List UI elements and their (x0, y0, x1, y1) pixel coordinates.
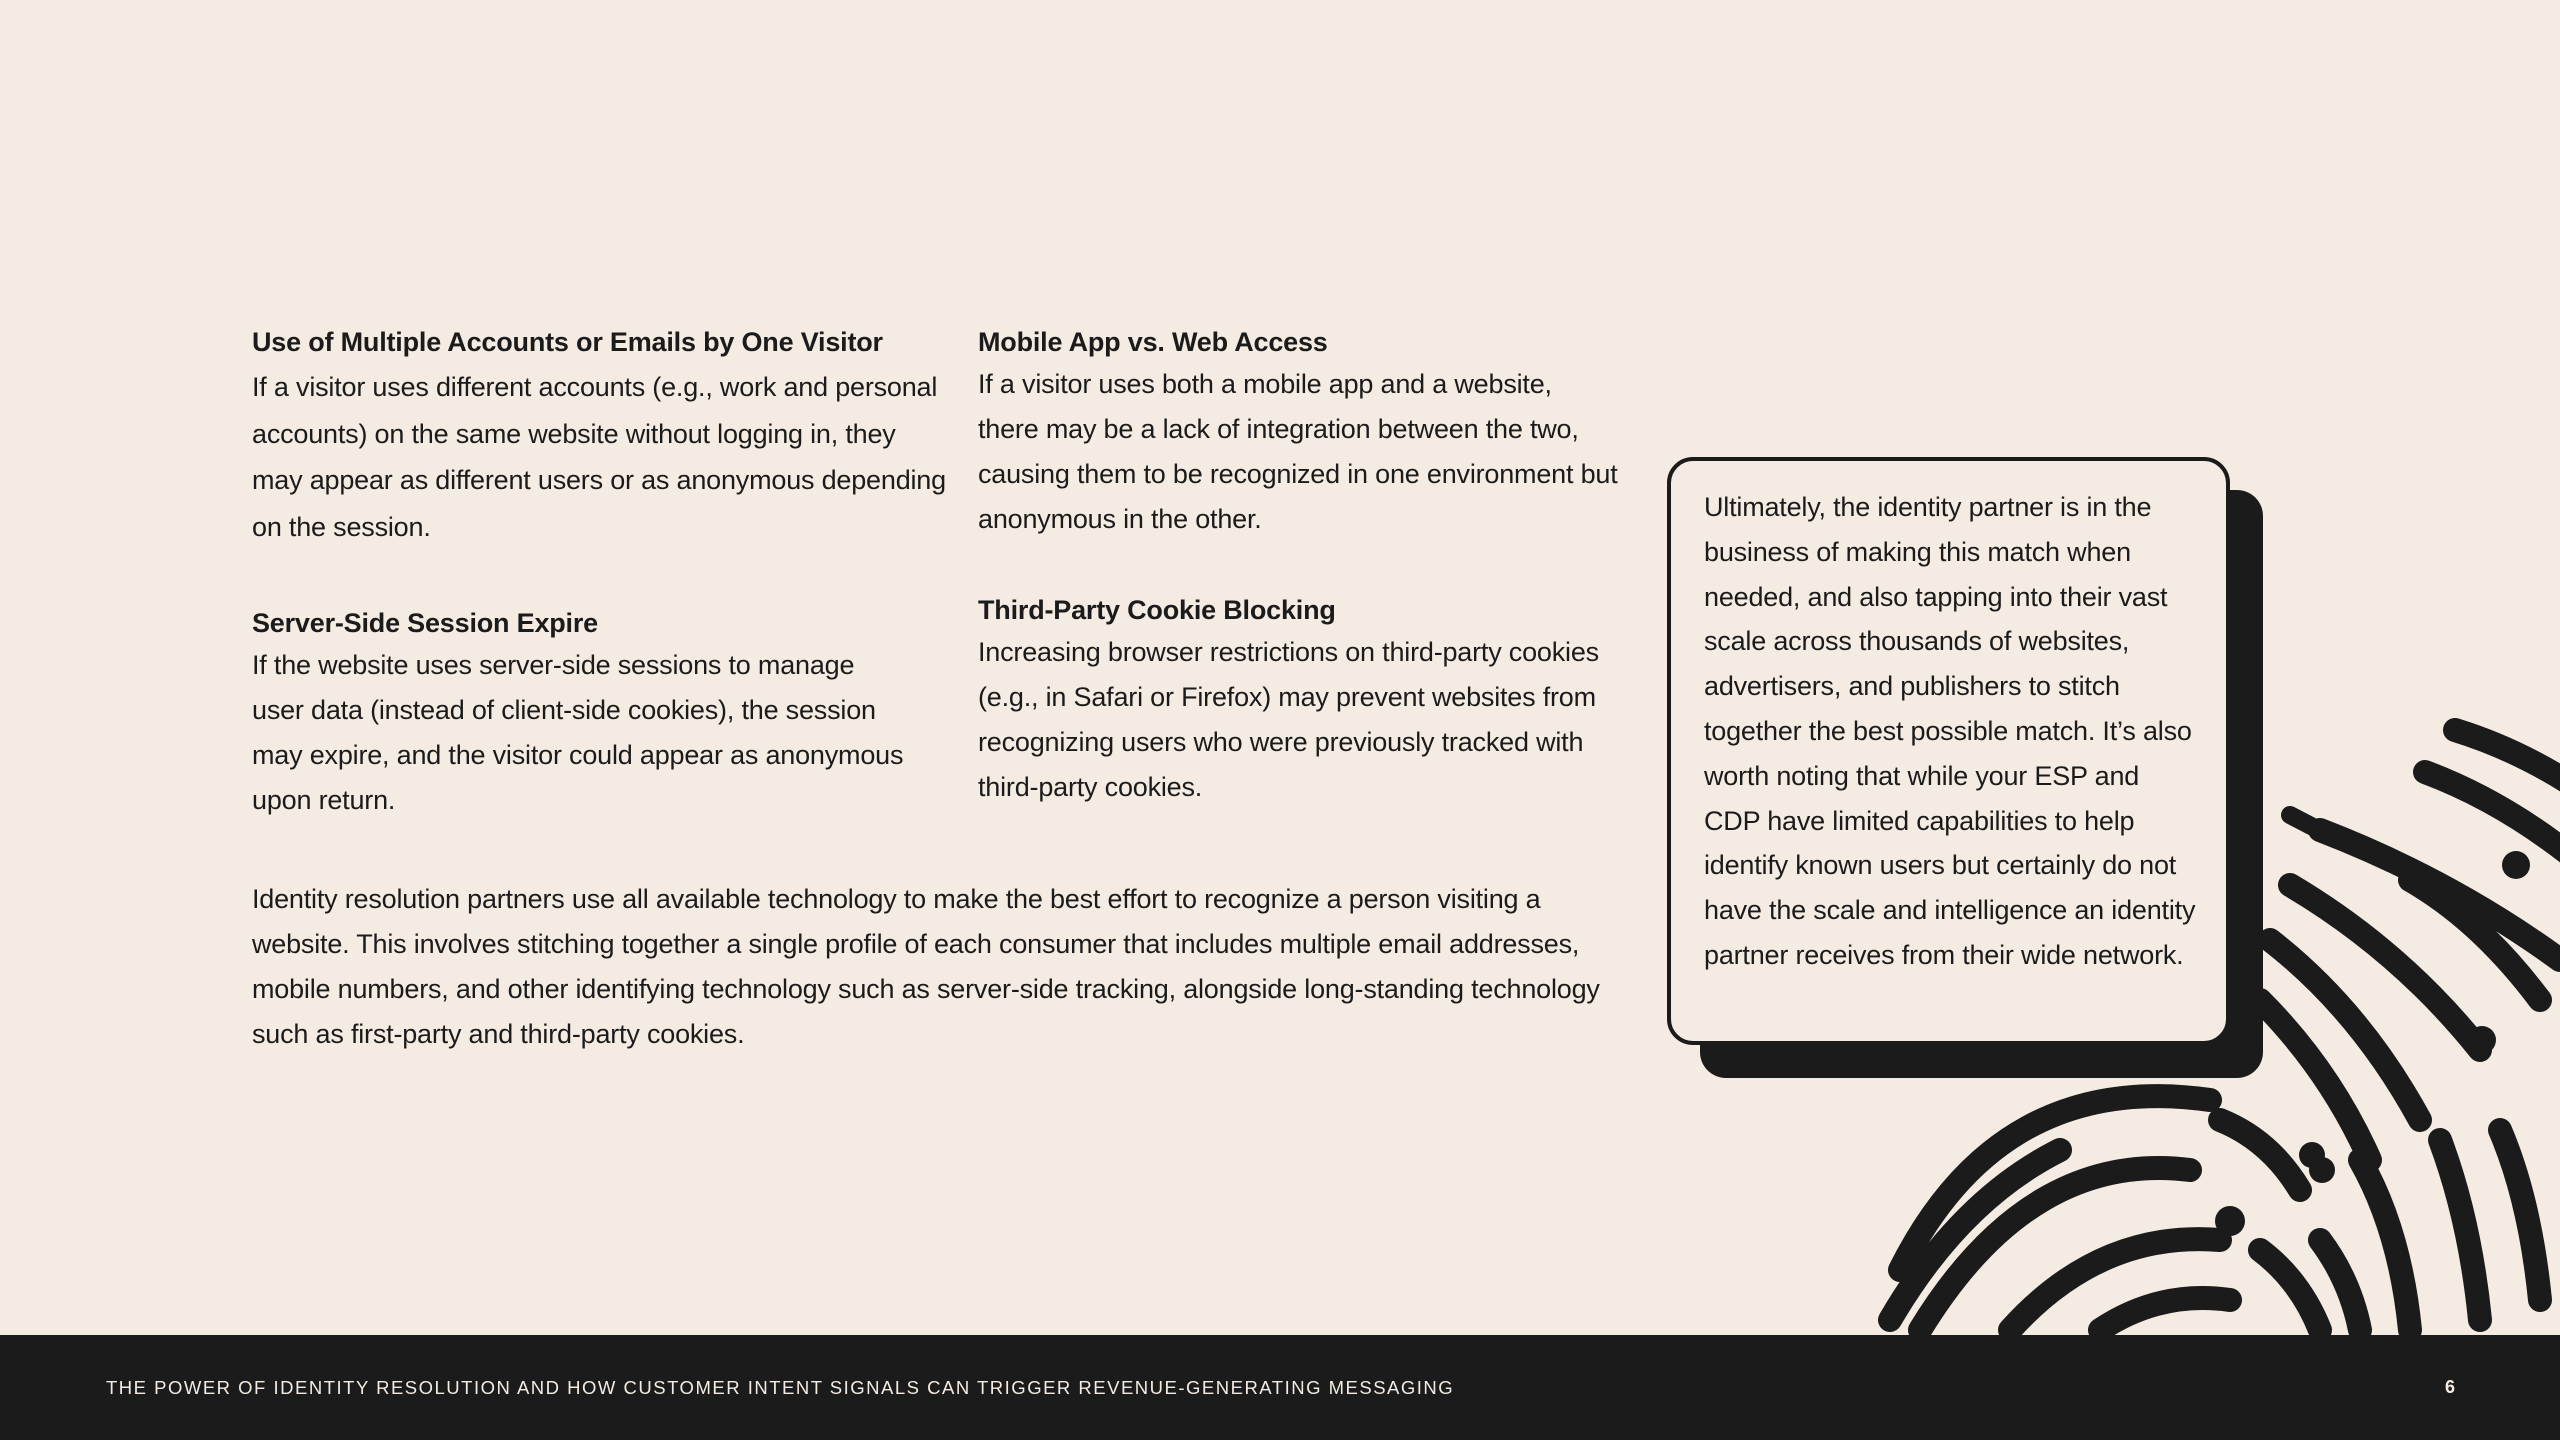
section-body: If the website uses server-side sessions to manage user data (instead of client-side cookies), the session may expire, and the visitor could appear as anonymous upon return. (252, 650, 904, 815)
section-heading: Server-Side Session Expire (252, 608, 598, 638)
page-number: 6 (2444, 1377, 2455, 1397)
section-cookie-blocking (978, 590, 1618, 810)
callout-box (1667, 457, 2230, 1045)
section-multiple-accounts (252, 322, 952, 550)
section-body: If a visitor uses both a mobile app and a website, there may be a lack of integration between the two, causing them to be recognized in one environment but anonymous in the other. (978, 369, 1618, 534)
section-mobile-vs-web (978, 322, 1618, 542)
section-heading: Third-Party Cookie Blocking (978, 595, 1336, 625)
section-body: Increasing browser restrictions on third-party cookies (e.g., in Safari or Firefox) may prevent websites from recognizing users who were previously tracked with third-party cookies. (978, 637, 1599, 802)
footer-bar (0, 1335, 2560, 1440)
section-session-expire (252, 603, 912, 823)
section-heading: Use of Multiple Accounts or Emails by One Visitor (252, 327, 883, 357)
section-body: If a visitor uses different accounts (e.g., work and personal accounts) on the same website without logging in, they may appear as different users or as anonymous depending on the session. (252, 372, 946, 542)
section-heading: Mobile App vs. Web Access (978, 327, 1328, 357)
callout-text: Ultimately, the identity partner is in the business of making this match when needed, and also tapping into their vast scale across thousands of websites, advertisers, and publishers to stitch together the best possible match. It’s also worth noting that while your ESP and CDP have limited capabilities to help identify known users but certainly do not have the scale and intelligence an identity partner receives from their wide network. (1704, 492, 2196, 970)
summary-paragraph: Identity resolution partners use all available technology to make the best effort to recognize a person visiting a website. This involves stitching together a single profile of each consumer that includes multiple email addresses, mobile numbers, and other identifying technology such as server-side tracking, alongside long-standing technology such as first-party and third-party cookies. (252, 884, 1600, 1049)
footer-title: THE POWER OF IDENTITY RESOLUTION AND HOW CUSTOMER INTENT SIGNALS CAN TRIGGER REVENUE-GENERATING MESSAGING (106, 1377, 1455, 1398)
